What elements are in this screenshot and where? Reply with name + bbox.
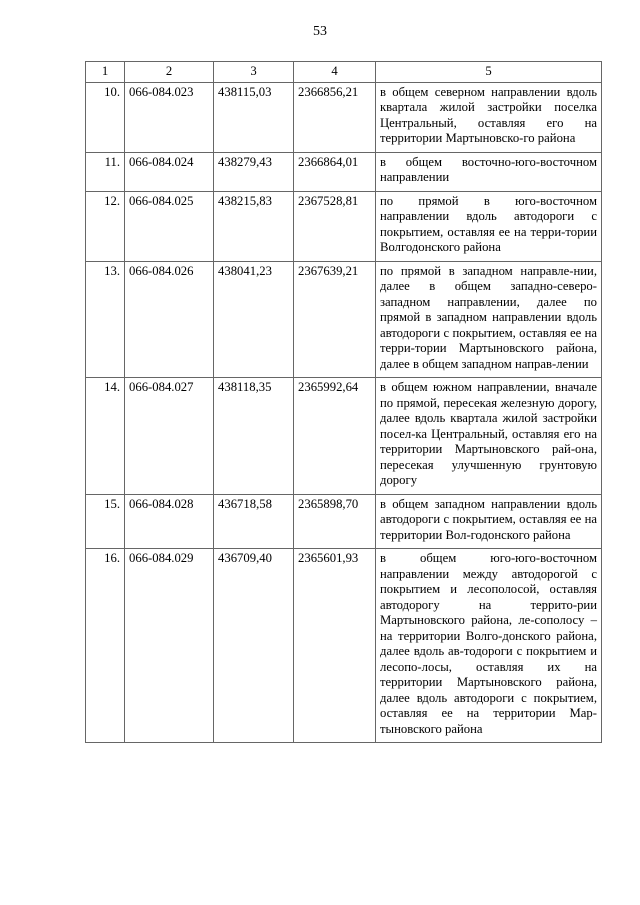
- coordinate-y: 2367639,21: [294, 261, 376, 378]
- point-code: 066-084.028: [125, 494, 214, 549]
- table-row: [86, 152, 602, 191]
- coordinate-x: 436709,40: [214, 549, 294, 743]
- column-header: 3: [214, 62, 294, 83]
- boundary-description: в общем юго-юго-восточном направлении между автодорогой с покрытием и лесополосой, оставляя автодорогу на террито-рии Мартыновского района, ле-сополосу – на территории Волго-донского района, далее вдоль ав-тодороги с покрытием и лесопо-лосы, оставляя их на территории Мартыновского района, далее вдоль автодороги с покрытием, оставляя ее на территории Мар-тыновского района: [376, 549, 602, 743]
- point-code: 066-084.026: [125, 261, 214, 378]
- row-number: 13.: [86, 261, 125, 378]
- coordinate-x: 438279,43: [214, 152, 294, 191]
- point-code: 066-084.027: [125, 378, 214, 495]
- table-header-row: [86, 62, 602, 83]
- coordinate-y: 2365992,64: [294, 378, 376, 495]
- point-code: 066-084.024: [125, 152, 214, 191]
- boundary-description: по прямой в западном направле-нии, далее в общем западно-северо-западном направлении, далее по прямой в западном направлении вдоль автодороги с покрытием, оставляя ее на терри-тории Мартыновского района, далее в общем западном направ-лении: [376, 261, 602, 378]
- table-row: [86, 494, 602, 549]
- row-number: 11.: [86, 152, 125, 191]
- point-code: 066-084.025: [125, 191, 214, 261]
- column-header: 4: [294, 62, 376, 83]
- column-header: 2: [125, 62, 214, 83]
- coordinate-y: 2366856,21: [294, 82, 376, 152]
- row-number: 12.: [86, 191, 125, 261]
- point-code: 066-084.029: [125, 549, 214, 743]
- coordinate-x: 438215,83: [214, 191, 294, 261]
- coordinate-y: 2366864,01: [294, 152, 376, 191]
- row-number: 16.: [86, 549, 125, 743]
- boundary-description: в общем западном направлении вдоль автодороги с покрытием, оставляя ее на территории Вол-годонского района: [376, 494, 602, 549]
- coordinate-y: 2365898,70: [294, 494, 376, 549]
- table-row: [86, 82, 602, 152]
- boundary-description: в общем восточно-юго-восточном направлении: [376, 152, 602, 191]
- coordinate-x: 436718,58: [214, 494, 294, 549]
- table-row: [86, 191, 602, 261]
- boundary-description: в общем северном направлении вдоль квартала жилой застройки поселка Центральный, оставляя его на территории Мартыновско-го района: [376, 82, 602, 152]
- coordinate-y: 2365601,93: [294, 549, 376, 743]
- boundary-points-table: [85, 61, 602, 743]
- coordinate-x: 438118,35: [214, 378, 294, 495]
- coordinate-x: 438041,23: [214, 261, 294, 378]
- table-row: [86, 378, 602, 495]
- column-header: 5: [376, 62, 602, 83]
- coordinate-x: 438115,03: [214, 82, 294, 152]
- point-code: 066-084.023: [125, 82, 214, 152]
- column-header: 1: [86, 62, 125, 83]
- row-number: 15.: [86, 494, 125, 549]
- table-row: [86, 549, 602, 743]
- boundary-description: в общем южном направлении, вначале по прямой, пересекая железную дорогу, далее вдоль квартала жилой застройки посел-ка Центральный, оставляя его на территории Мартыновского рай-она, пересекая улучшенную грунтовую дорогу: [376, 378, 602, 495]
- page-number: 53: [313, 24, 327, 39]
- boundary-description: по прямой в юго-восточном направлении вдоль автодороги с покрытием, оставляя ее на терри-тории Волгодонского района: [376, 191, 602, 261]
- row-number: 10.: [86, 82, 125, 152]
- table-row: [86, 261, 602, 378]
- row-number: 14.: [86, 378, 125, 495]
- coordinate-y: 2367528,81: [294, 191, 376, 261]
